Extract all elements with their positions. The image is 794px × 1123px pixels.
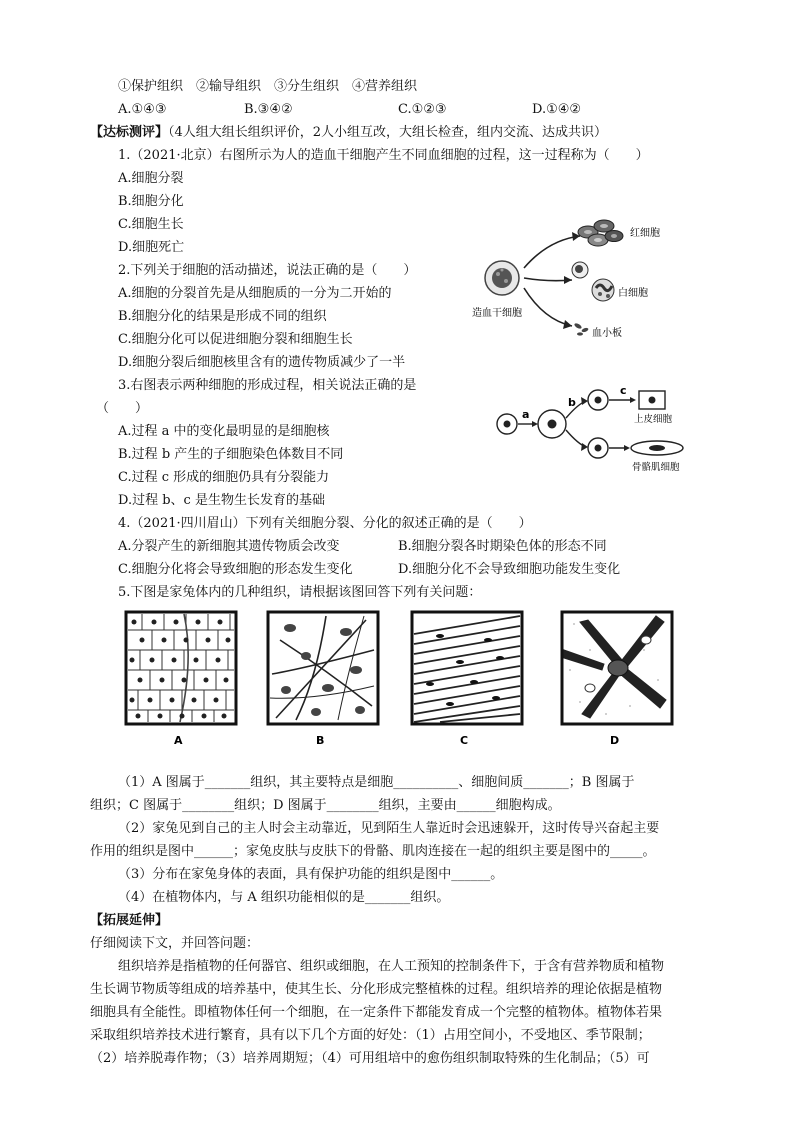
tuozhan-header: 【拓展延伸】: [90, 913, 169, 928]
tissue-a-label: A: [174, 734, 183, 747]
muscle-label: 骨骼肌细胞: [632, 462, 680, 473]
prev-option-b: B.③④②: [244, 102, 293, 117]
process-c-label: c: [620, 384, 627, 397]
q4-option-d: D.细胞分化不会导致细胞功能发生变化: [398, 562, 621, 577]
stem-cell-image: [485, 261, 519, 295]
q3-stem: 3.右图表示两种细胞的形成过程，相关说法正确的是: [118, 378, 417, 393]
reading-para-line1: 组织培养是指植物的任何器官、组织或细胞，在人工预知的控制条件下，于含有营养物质和植物: [118, 959, 665, 974]
q5-sub4: （4）在植物体内，与 A 组织功能相似的是_______组织。: [118, 890, 450, 905]
q4-option-b: B.细胞分裂各时期染色体的形态不同: [398, 539, 607, 554]
q3-paren: （ ）: [96, 401, 149, 416]
prev-question-options: ①保护组织 ②输导组织 ③分生组织 ④营养组织: [118, 79, 418, 94]
tissue-figure-c: [410, 610, 526, 750]
prev-option-a: A.①④③: [118, 102, 167, 117]
tissue-b-label: B: [316, 734, 325, 747]
q4-option-a: A.分裂产生的新细胞其遗传物质会改变: [118, 539, 340, 554]
prev-option-d: D.①④②: [532, 102, 582, 117]
white-blood-cells-image: [572, 262, 614, 301]
epithelial-label: 上皮细胞: [634, 414, 673, 425]
q2-option-c: C.细胞分化可以促进细胞分裂和细胞生长: [118, 332, 353, 347]
dabiao-header: 【达标测评】: [90, 125, 169, 140]
q5-sub2-line2: 作用的组织是图中______；家兔皮肤与皮肤下的骨骼、肌肉连接在一起的组织主要是图中的_____。: [90, 844, 656, 859]
q2-stem: 2.下列关于细胞的活动描述，说法正确的是（ ）: [118, 263, 417, 278]
q2-option-d: D.细胞分裂后细胞核里含有的遗传物质减少了一半: [118, 355, 406, 370]
q4-stem: 4.（2021·四川眉山）下列有关细胞分裂、分化的叙述正确的是（ ）: [118, 516, 532, 531]
q5-stem: 5.下图是家兔体内的几种组织，请根据该图回答下列有关问题：: [118, 585, 482, 600]
differentiation-arrows: [524, 236, 580, 326]
process-a-label: a: [522, 408, 530, 421]
q3-option-b: B.过程 b 产生的子细胞染色体数目不同: [118, 447, 344, 462]
cell-formation-figure: [494, 382, 704, 482]
dabiao-note: （4人组大组长组织评价，2人小组互改，大组长检查，组内交流、达成共识）: [168, 125, 608, 140]
q1-option-d: D.细胞死亡: [118, 240, 185, 255]
q1-option-c: C.细胞生长: [118, 217, 184, 232]
red-blood-cells-image: [578, 220, 623, 246]
tissue-figure-b: [266, 610, 382, 750]
rbc-label: 红细胞: [630, 228, 660, 239]
platelet-label: 血小板: [592, 328, 622, 339]
stem-cell-label: 造血干细胞: [472, 308, 522, 319]
dabiao-section: [90, 124, 607, 142]
q2-option-a: A.细胞的分裂首先是从细胞质的一分为二开始的: [118, 286, 392, 301]
tissue-figure-a: [124, 610, 240, 750]
q1-option-b: B.细胞分化: [118, 194, 184, 209]
q4-option-c: C.细胞分化将会导致细胞的形态发生变化: [118, 562, 353, 577]
wbc-label: 白细胞: [618, 288, 648, 299]
tissue-c-label: C: [460, 734, 469, 747]
q5-sub1-line1: （1）A 图属于_______组织，其主要特点是细胞__________、细胞间质_______；B 图属于: [118, 775, 635, 790]
blood-cell-differentiation-figure: [468, 210, 698, 345]
q1-option-a: A.细胞分裂: [118, 171, 184, 186]
tissue-d-label: D: [610, 734, 620, 747]
q5-sub3: （3）分布在家兔身体的表面，具有保护功能的组织是图中______。: [118, 867, 504, 882]
reading-para-line3: 细胞具有全能性。即植物体任何一个细胞，在一定条件下都能发育成一个完整的植物体。植物体若果: [90, 1005, 663, 1020]
q3-option-c: C.过程 c 形成的细胞仍具有分裂能力: [118, 470, 330, 485]
q3-option-a: A.过程 a 中的变化最明显的是细胞核: [118, 424, 330, 439]
reading-para-line5: （2）培养脱毒作物；（3）培养周期短；（4）可用组培中的愈伤组织制取特殊的生化制品；（5）可: [90, 1051, 650, 1066]
q3-option-d: D.过程 b、c 是生物生长发育的基础: [118, 493, 325, 508]
reading-para-line4: 采取组织培养技术进行繁育，具有以下几个方面的好处：（1）占用空间小，不受地区、季节限制；: [90, 1028, 651, 1043]
tissue-figure-d: [560, 610, 676, 750]
prev-option-c: C.①②③: [398, 102, 447, 117]
tuozhan-intro: 仔细阅读下文，并回答问题：: [90, 936, 260, 951]
q5-sub1-line2: 组织；C 图属于________组织；D 图属于________组织，主要由______细胞构成。: [90, 798, 561, 813]
reading-para-line2: 生长调节物质等组成的培养基中，使其生长、分化形成完整植株的过程。组织培养的理论依据是植物: [90, 982, 663, 997]
q5-sub2-line1: （2）家兔见到自己的主人时会主动靠近，见到陌生人靠近时会迅速躲开，这时传导兴奋起主要: [118, 821, 660, 836]
q1-stem: 1.（2021·北京）右图所示为人的造血干细胞产生不同血细胞的过程，这一过程称为（ ）: [118, 148, 649, 163]
epithelial-cell-image: [639, 391, 665, 409]
muscle-cell-image: [631, 441, 683, 455]
q2-option-b: B.细胞分化的结果是形成不同的组织: [118, 309, 327, 324]
platelets-image: [574, 322, 589, 335]
process-b-label: b: [568, 396, 576, 409]
